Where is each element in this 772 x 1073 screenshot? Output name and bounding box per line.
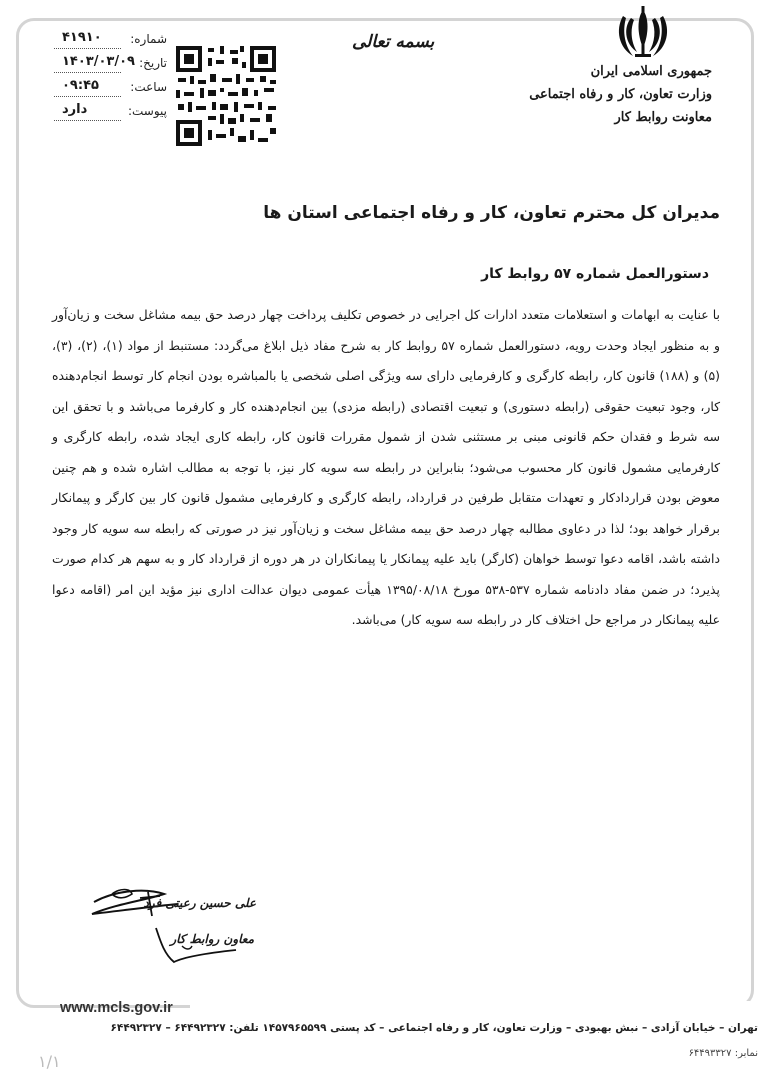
letter-number-label: شماره: xyxy=(130,32,167,46)
letter-metadata xyxy=(52,30,167,126)
signature-block xyxy=(86,880,276,970)
letter-number-row xyxy=(52,30,167,54)
dotted-line xyxy=(54,96,121,97)
footer-fax: نمابر: ۶۴۴۹۳۳۲۷ xyxy=(688,1048,758,1059)
letter-date: ۱۴۰۳/۰۳/۰۹ xyxy=(62,54,135,69)
dotted-line xyxy=(54,72,121,73)
org-line: معاونت روابط کار xyxy=(614,110,712,125)
handwritten-signature-icon xyxy=(86,880,276,970)
letter-attachment-row xyxy=(52,102,167,126)
subject-heading: دستورالعمل شماره ۵۷ روابط کار xyxy=(481,266,709,282)
dotted-line xyxy=(54,120,121,121)
basmala: بسمه تعالی xyxy=(352,32,435,52)
letter-time-row xyxy=(52,78,167,102)
letter-number: ۴۱۹۱۰ xyxy=(62,30,102,45)
letter-body: با عنایت به ابهامات و استعلامات متعدد ادارات کل اجرایی در خصوص تکلیف پرداخت چهار درصد حق بیمه مشاغل سخت و زیان‌آور و به منظور ایجاد وحدت رویه، دستورالعمل شماره ۵۷ روابط کار به شرح مفاد ذیل ابلاغ می‌گردد: مستنبط از مواد (۱)، (۲)، (۳)، (۵) و (۱۸۸) قانون کار، رابطه کارگری و کارفرمایی دارای سه ویژگی اصلی شخصی یا بالمباشره بودن انجام کار توسط انجام‌دهنده کار، وجود تبعیت حقوقی (رابطه دستوری) و تبعیت اقتصادی (رابطه مزدی) بین انجام‌دهنده کار و کارفرما می‌باشد و با تحقق این سه شرط و فقدان حکم قانونی مبنی بر مستثنی شدن از شمول مقررات قانون کار، رابطه کاری ایجاد شده، رابطه کارگری و کارفرمایی مشمول قانون کار محسوب می‌شود؛ بنابراین در رابطه سه سویه کار نیز، با توجه به مطالب اشاره شده و هم چنین معوض بودن قراردادکار و تعهدات متقابل طرفین در قرارداد، رابطه کارگری و کارفرمایی مشمول قانون کار بین کارگر و پیمانکار برقرار خواهد بود؛ لذا در دعاوی مطالبه چهار درصد حق بیمه مشاغل سخت و زیان‌آور نیز در صورتی که رابطه سه سویه کار وجود داشته باشد، اقامه دعوا توسط خواهان (کارگر) باید علیه پیمانکار یا پیمانکاران در هر دوره از قرارداد کار و به سهم هر کدام صورت پذیرد؛ در ضمن مفاد دادنامه شماره ۵۳۷-۵۳۸ مورخ ۱۳۹۵/۰۸/۱۸ هیأت عمومی دیوان عدالت اداری نیز مؤید این امر (اقامه دعوا علیه پیمانکار در مراجع حل اختلاف کار در رابطه سه سویه کار) می‌باشد. xyxy=(52,307,720,627)
letter-time-label: ساعت: xyxy=(130,80,167,94)
signatory-name: علی حسین رعیتی فرد xyxy=(143,896,256,910)
org-line: جمهوری اسلامی ایران xyxy=(590,64,712,79)
border-gap xyxy=(190,1001,750,1015)
iran-emblem-icon xyxy=(613,4,673,62)
letter-time: ۰۹:۴۵ xyxy=(62,78,99,93)
letter-attachment-label: پیوست: xyxy=(127,104,167,118)
letter-date-label: تاریخ: xyxy=(139,56,167,70)
signatory-title: معاون روابط کار xyxy=(170,932,254,946)
recipient-heading: مدیران کل محترم تعاون، کار و رفاه اجتماعی استان ها xyxy=(263,203,720,223)
qr-code-icon xyxy=(174,44,278,148)
page-number: ۱/۱ xyxy=(38,1052,61,1071)
dotted-line xyxy=(54,48,121,49)
letter-date-row xyxy=(52,54,167,78)
organization-header xyxy=(529,60,712,129)
website-link[interactable]: www.mcls.gov.ir xyxy=(60,1000,173,1016)
org-line: وزارت تعاون، کار و رفاه اجتماعی xyxy=(529,87,712,102)
footer-address: تهران – خیابان آزادی – نبش بهبودی – وزارت تعاون، کار و رفاه اجتماعی – کد پستی ۱۴۵۷۹۶۵۵۹۹ تلفن: ۶۴۴۹۲۳۲۷ – ۶۴۴۹۲۳۲۷ xyxy=(110,1022,758,1034)
letter-attachment: دارد xyxy=(62,102,88,117)
